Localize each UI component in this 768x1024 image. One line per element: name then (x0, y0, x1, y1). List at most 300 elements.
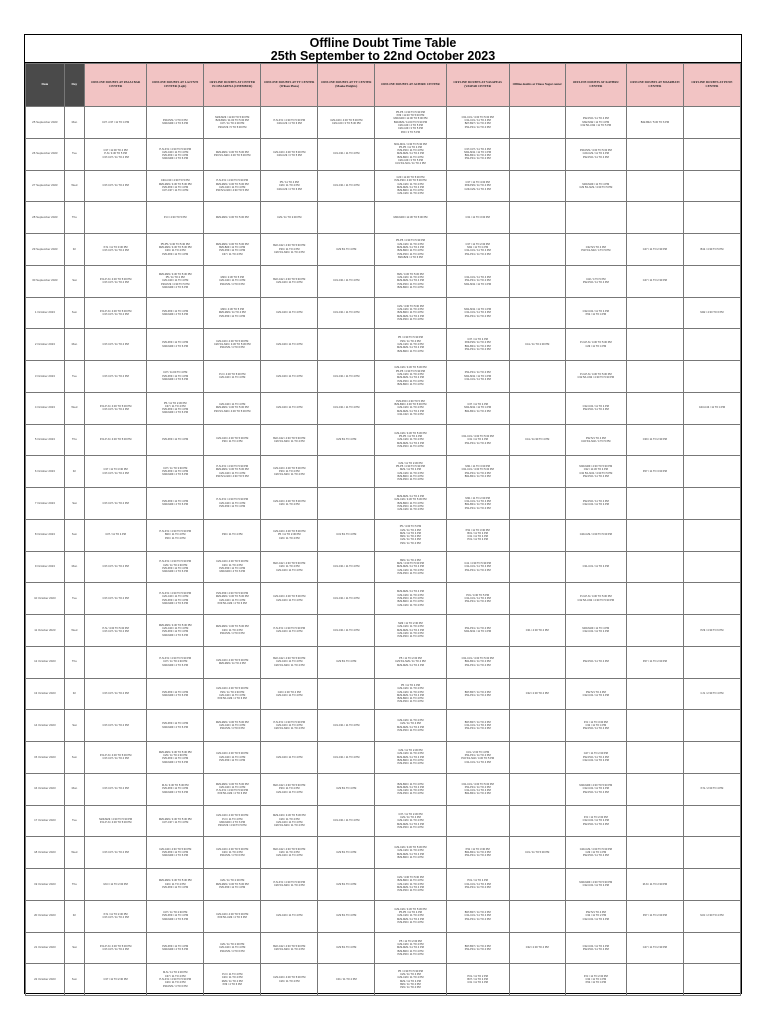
schedule-cell (509, 138, 565, 170)
schedule-entry: P31-P31 / 11 TO 4 PM (464, 568, 491, 572)
schedule-entry: M29-M29 / 11 TO 4 PM (397, 725, 424, 729)
schedule-entry: C32 / 11 TO 4 PM (585, 977, 607, 981)
schedule-entry: M31 / 11 TO 4 PM (467, 246, 489, 250)
schedule-entry: B29-B29 / 11 TO 4 PM (397, 879, 424, 883)
center-column-header: OFFLINE DOUBTS AT KATHRU CENTER (565, 64, 626, 107)
schedule-entry: P29-P29 / 11 TO 4 PM (162, 914, 189, 918)
schedule-cell (375, 456, 446, 488)
schedule-entry: C29 5/1-N29 / 11 TO 4 PM (273, 947, 305, 951)
schedule-entry: P5-P5 / 11 TO 4 PM (398, 145, 422, 149)
schedule-entry: P-N-P-N / 4:30 TO 5:30 PM (159, 657, 192, 661)
schedule-entry: M31-M31 / 11 TO 4 PM (464, 406, 492, 410)
schedule-entry: C37-C37 / 11 TO 4 PM (102, 501, 129, 505)
schedule-entry: C29-C29 / 11 TO 4 PM (397, 603, 424, 607)
schedule-entry: C29-C29 / 11 TO 4 PM (219, 598, 246, 602)
schedule-cell (318, 583, 375, 615)
schedule-entry: M29-M29 / 11 TO 4 PM (397, 693, 424, 697)
schedule-cell (683, 392, 740, 424)
schedule-entry: C29-C29 / 4:30 TO 5:30 PM (216, 687, 249, 691)
schedule-entry: C29 5/1-N29 / 11 TO 4 PM (273, 251, 305, 255)
schedule-entry: P29-P29 / 4 TO 6 PM (219, 282, 245, 286)
schedule-entry: C29 5/1-N29 / 11 TO 4 PM (273, 439, 305, 443)
schedule-entry: P29-P29 / 11 TO 4 PM (397, 505, 424, 509)
schedule-entry: M29-M29 / 11:00 TO 5:30 PM (215, 115, 250, 119)
schedule-entry: C47 / 11 TO 2:30 PM (642, 247, 667, 251)
schedule-entry: B37-B37 / 11 TO 4 PM (464, 944, 491, 948)
schedule-entry: P29-P29 / 4 TO 6 PM (162, 984, 188, 988)
schedule-entry: P29-P29 / 4:30 TO 5 PM (218, 824, 247, 828)
schedule-entry: P5 / 4:30 TO 5:30 PM (397, 969, 423, 973)
schedule-entry: P29-P29 / 11 TO 4 PM (162, 886, 189, 890)
table-row (26, 329, 741, 361)
schedule-cell (85, 900, 147, 932)
schedule-entry: B29-B29 / 11 TO 4 PM (397, 311, 424, 315)
schedule-cell (147, 773, 204, 805)
schedule-entry: C29 / 11 TO 4 PM (278, 536, 300, 540)
schedule-entry: C37 / 11 TO 2:30 PM (465, 242, 490, 246)
schedule-cell (261, 265, 318, 297)
schedule-cell (683, 742, 740, 774)
schedule-entry: C37 / 11 TO 4 PM (467, 338, 488, 342)
schedule-entry: P5 / 11 TO 2:30 PM (399, 657, 422, 661)
schedule-cell (204, 646, 261, 678)
table-row (26, 710, 741, 742)
schedule-cell (204, 932, 261, 964)
schedule-entry: P29 5/1-N29 / 4 TO 6 PM (217, 697, 247, 701)
schedule-entry: P32 5/1-N32 / 4 TO 5 PM (581, 249, 611, 253)
schedule-entry: C29 / 4:30 TO 5:30 PM (397, 304, 424, 308)
schedule-entry: P-N / 11 TO 2:30 PM (583, 815, 608, 819)
schedule-entry: P5-P5 / 4:30 TO 5:30 PM (395, 369, 425, 373)
day-cell: Sun (64, 519, 84, 551)
schedule-cell (261, 424, 318, 456)
schedule-entry: C32 / 11:30 TO 4 PM (583, 468, 608, 472)
schedule-entry: P29-P29 / 11 TO 4 PM (397, 252, 424, 256)
table-row (26, 615, 741, 647)
schedule-entry: P5 / 11 TO 2:30 PM (399, 939, 422, 943)
schedule-cell (626, 202, 683, 234)
schedule-cell (147, 932, 204, 964)
schedule-cell (565, 837, 626, 869)
schedule-cell (375, 107, 446, 139)
schedule-entry: B22-C22 / 4:30 TO 5:30 PM (273, 244, 306, 248)
schedule-entry: C29-C29 / 4:30 TO 5:30 PM (216, 436, 249, 440)
schedule-cell (147, 107, 204, 139)
schedule-cell (318, 202, 375, 234)
schedule-entry: C29 / 11 TO 4 PM (400, 815, 421, 819)
center-column-header: OFFLINE DOUBTS AT VASAPEAS (VASPAD CENTER (446, 64, 509, 107)
day-cell: Wed (64, 392, 84, 424)
schedule-entry: C29-C29 / 11 TO 4 PM (276, 630, 303, 634)
table-row (26, 297, 741, 329)
schedule-entry: P-N / 11 TO 3:30 PM (103, 246, 128, 250)
day-cell: Sat (64, 932, 84, 964)
day-cell: Tue (64, 805, 84, 837)
schedule-cell (85, 551, 147, 583)
schedule-cell (261, 583, 318, 615)
schedule-entry: C29-C29 / 11 TO 4 PM (397, 593, 424, 597)
page-title (25, 35, 741, 63)
schedule-entry: P31-P31 / 11 TO 4 PM (464, 252, 491, 256)
schedule-entry: C29-C29 / 11 TO 4 PM (397, 914, 424, 918)
schedule-cell (509, 297, 565, 329)
schedule-entry: C29-C29 / 11 TO 4 PM (464, 187, 491, 191)
schedule-entry: C29-C29 / 11 TO 4 PM (397, 342, 424, 346)
schedule-cell (446, 519, 509, 551)
schedule-cell (626, 805, 683, 837)
schedule-entry: B22-C22 / 4:30 TO 5:30 PM (273, 561, 306, 565)
schedule-entry: P32-P32 / 11 TO 4 PM (582, 822, 609, 826)
schedule-cell (204, 805, 261, 837)
schedule-entry: P29 / 11:00 TO 5:00 PM (396, 114, 425, 118)
schedule-entry: C32 5/1-N32 / 4:30 TO 5 PM (579, 471, 613, 475)
schedule-cell (375, 932, 446, 964)
schedule-entry: P29-P29 / 11 TO 4 PM (397, 635, 424, 639)
schedule-cell (261, 742, 318, 774)
schedule-entry: P-N-P-N / 4:30 TO 5:30 PM (273, 627, 306, 631)
schedule-cell (85, 964, 147, 996)
schedule-cell (375, 646, 446, 678)
schedule-entry: C37 / 11 TO 2:30 PM (163, 911, 188, 915)
schedule-entry: P31-P31 / 11 TO 4 PM (464, 886, 491, 890)
schedule-entry: M29-M29 / 4:30 TO 5:30 PM (579, 784, 613, 788)
schedule-entry: M29-M29 / 4 TO 6 PM (162, 790, 188, 794)
date-cell: 14 October 2023 (26, 710, 65, 742)
schedule-entry: P32-P32 / 11 TO 4 PM (582, 117, 609, 121)
schedule-entry: C31-C31 / 4:30 TO 5:30 PM (461, 782, 494, 786)
schedule-entry: C29 / 11 TO 2:30 PM (163, 754, 188, 758)
schedule-cell (509, 615, 565, 647)
table-row (26, 424, 741, 456)
schedule-entry: C29-C29 / 11 TO 4 PM (219, 785, 246, 789)
schedule-entry: P29-P29 / 11 TO 4 PM (162, 850, 189, 854)
schedule-entry: C37-C37 / 11 TO 4 PM (102, 155, 129, 159)
schedule-entry: P32 5/1 TO 4 PM (585, 436, 606, 440)
schedule-cell (85, 742, 147, 774)
schedule-cell (85, 805, 147, 837)
schedule-cell (318, 646, 375, 678)
schedule-cell (85, 107, 147, 139)
schedule-cell (683, 424, 740, 456)
schedule-cell (565, 202, 626, 234)
date-cell: 4 October 2023 (26, 392, 65, 424)
schedule-entry: C29-C29 / 11 TO 4 PM (219, 501, 246, 505)
schedule-entry: C31-C31 / 11 TO 4 PM (333, 311, 360, 315)
schedule-entry: P29 5/1-N29 / 4 TO 6 PM (217, 792, 247, 796)
schedule-cell (318, 869, 375, 901)
schedule-cell (375, 234, 446, 266)
schedule-entry: C31-C31 / 4:30 TO 5:30 PM (461, 657, 494, 661)
schedule-cell (509, 488, 565, 520)
schedule-entry: M29-C29 / 4:30 TO 5:30 PM (273, 814, 306, 818)
schedule-entry: C32-C32 / 11 TO 4 PM (582, 884, 609, 888)
schedule-cell (626, 329, 683, 361)
date-column-header: Date (26, 64, 65, 107)
schedule-entry: C31-C31 / 4:30 TO 5:30 PM (461, 468, 494, 472)
schedule-entry: P5 / 11 TO 2:30 PM (277, 533, 301, 537)
date-cell: 28 September 2023 (26, 202, 65, 234)
schedule-cell (509, 392, 565, 424)
schedule-entry: C29-C29 / 11 TO 4 PM (276, 693, 303, 697)
schedule-entry: M29-M29 / 4 TO 6 PM (162, 760, 188, 764)
schedule-entry: P29 5/1-N29 / 4:30 TO 5:30 PM (214, 154, 251, 158)
schedule-cell (683, 932, 740, 964)
schedule-entry: P29-P29 / 11 TO 4 PM (162, 374, 189, 378)
schedule-entry: P-N-P-N / 4:30 TO 5:30 PM (216, 465, 249, 469)
schedule-entry: C37-C37 / 11 TO 4 PM (102, 596, 129, 600)
schedule-entry: M29-M29 / 11 TO 4 PM (397, 185, 424, 189)
day-cell: Thu (64, 202, 84, 234)
schedule-entry: P-N / 4:30 TO 5 PM (163, 215, 187, 219)
schedule-entry: C29-C29 / 11 TO 4 PM (276, 755, 303, 759)
schedule-cell (85, 583, 147, 615)
schedule-entry: P-N / 4:30 TO 5:30 PM (102, 627, 129, 631)
schedule-cell (626, 932, 683, 964)
schedule-cell (261, 551, 318, 583)
schedule-entry: C37 / 11 TO 2:30 PM (398, 812, 423, 816)
timetable (25, 63, 741, 996)
schedule-cell (147, 964, 204, 996)
schedule-cell (626, 265, 683, 297)
schedule-entry: P31-P31 / 11 TO 4 PM (464, 663, 491, 667)
schedule-entry: C37-C37 / 11 TO 4 PM (102, 692, 129, 696)
schedule-cell (261, 932, 318, 964)
schedule-entry: B29-B29 / 11 TO 4 PM (397, 600, 424, 604)
schedule-cell (626, 519, 683, 551)
schedule-entry: C29-C29 / 11 TO 4 PM (276, 820, 303, 824)
schedule-entry: C29-C29 / 4 TO 5 PM (397, 124, 423, 128)
schedule-entry: C32-C32 / 11 TO 4 PM (582, 819, 609, 823)
schedule-cell (85, 392, 147, 424)
day-cell: Fri (64, 234, 84, 266)
schedule-entry: C31 5/1-N31 / 11 TO 4 PM (395, 162, 426, 166)
schedule-cell (318, 329, 375, 361)
schedule-cell (446, 234, 509, 266)
schedule-entry: C32 5/1-N32 / 4 TO 5 PM (581, 439, 611, 443)
schedule-cell (204, 773, 261, 805)
schedule-entry: M-N / 11 TO 2:30 PM (642, 882, 668, 886)
schedule-entry: M29-M29 / 4:30 TO 5:30 PM (158, 750, 192, 754)
schedule-entry: C32-C32 / 11 TO 4 PM (582, 309, 609, 313)
schedule-cell (565, 297, 626, 329)
schedule-entry: M29 / 11 TO 4 PM (400, 979, 421, 983)
schedule-entry: C29-C29 / 11 TO 4 PM (397, 568, 424, 572)
schedule-entry: P5-P5 / 4:30 TO 5:30 PM (395, 110, 425, 114)
schedule-entry: M29-M29 / 4 TO 6 PM (162, 312, 188, 316)
schedule-entry: P32-P32 / 11 TO 4 PM (582, 727, 609, 731)
schedule-cell (261, 488, 318, 520)
schedule-entry: C37-C37 / 11 TO 4 PM (102, 757, 129, 761)
day-cell: Sun (64, 742, 84, 774)
schedule-entry: C29 / 11 TO 4 PM (278, 565, 300, 569)
schedule-entry: C29-C29 / 4:30 TO 5:30 PM (579, 847, 612, 851)
schedule-entry: C29-C29 / 4:30 TO 5:30 PM (216, 658, 249, 662)
schedule-entry: C37-C37 / 11 TO 4 PM (102, 408, 129, 412)
schedule-entry: P29-P29 / 4 TO 6 PM (219, 632, 245, 636)
date-cell: 1 October 2023 (26, 297, 65, 329)
schedule-entry: P-N / 2:30 TO 4 PM (700, 787, 724, 791)
schedule-entry: C37 / 11 TO 4 PM (164, 974, 186, 978)
table-row (26, 583, 741, 615)
schedule-cell (375, 551, 446, 583)
schedule-cell (204, 678, 261, 710)
table-row (26, 392, 741, 424)
schedule-cell (446, 265, 509, 297)
schedule-entry: P29 / 11 TO 4 PM (279, 469, 300, 473)
schedule-entry: C29-C29 / 11 TO 4 PM (219, 946, 246, 950)
schedule-cell (147, 297, 204, 329)
schedule-cell (318, 138, 375, 170)
table-row (26, 519, 741, 551)
schedule-cell (446, 615, 509, 647)
schedule-entry: C41 / 4:30 TO 5:30 PM (464, 561, 491, 565)
schedule-entry: C29 / 11:30 TO 5:30 PM (396, 175, 425, 179)
day-column-header: Day (64, 64, 84, 107)
schedule-cell (261, 519, 318, 551)
schedule-entry: P29-P29 / 11 TO 4 PM (397, 921, 424, 925)
schedule-entry: B29-B29 / 11 TO 4 PM (397, 286, 424, 290)
schedule-entry: C47 / 11 TO 2:30 PM (642, 946, 667, 950)
schedule-cell (509, 551, 565, 583)
schedule-cell (147, 392, 204, 424)
schedule-entry: P31-P31 / 11 TO 4 PM (464, 947, 491, 951)
schedule-entry: C31-C31 / 11 TO 4 PM (333, 374, 360, 378)
schedule-entry: C29 / 11 TO 4 PM (400, 538, 421, 542)
schedule-cell (204, 361, 261, 393)
table-row (26, 170, 741, 202)
schedule-entry: C29 / 11 TO 4 PM (400, 528, 421, 532)
schedule-entry: B29 / 11 TO 4 PM (164, 533, 186, 537)
schedule-entry: B22-C22 / 4:30 TO 5:30 PM (273, 657, 306, 661)
schedule-entry: B29-B29 / 4:30 TO 5:30 PM (394, 403, 427, 407)
schedule-cell (261, 329, 318, 361)
schedule-entry: C29-C29 / 4:30 TO 5:30 PM (216, 814, 249, 818)
schedule-entry: P31-P31 / 11 TO 4 PM (464, 854, 491, 858)
schedule-cell (446, 710, 509, 742)
schedule-entry: C29-C29 / 11 TO 4 PM (397, 849, 424, 853)
schedule-cell (509, 932, 565, 964)
schedule-entry: C32 / 11 TO 4 PM (585, 723, 607, 727)
schedule-entry: B29 / 11 TO 4 PM (400, 558, 421, 562)
date-cell: 11 October 2023 (26, 615, 65, 647)
schedule-entry: B22-C22 / 4:30 TO 5:30 PM (273, 847, 306, 851)
schedule-entry: M29-M29 / 4:30 TO 5:30 PM (158, 879, 192, 883)
schedule-entry: C29 / 11 TO 4 PM (164, 882, 186, 886)
schedule-cell (626, 551, 683, 583)
schedule-entry: C31 / 11 TO 4 PM (467, 438, 488, 442)
schedule-entry: M29-M29 / 4:30 TO 5:30 PM (215, 150, 249, 154)
schedule-entry: C37 / 11 TO 4 PM (164, 404, 186, 408)
schedule-entry: C29 5/1 TO 4 PM (336, 787, 357, 791)
schedule-cell (565, 329, 626, 361)
schedule-cell (683, 456, 740, 488)
schedule-entry: P5 / 11 TO 2:30 PM (163, 401, 187, 405)
schedule-entry: P29-P29 / 11 TO 4 PM (464, 341, 491, 345)
schedule-cell (261, 773, 318, 805)
schedule-cell (261, 964, 318, 996)
table-row (26, 900, 741, 932)
schedule-cell (446, 488, 509, 520)
schedule-entry: M31-M31 / 11 TO 4 PM (464, 150, 492, 154)
schedule-entry: P29-P29 / 11 TO 4 PM (397, 478, 424, 482)
schedule-entry: M29-M29 / 4:30 TO 5:30 PM (99, 817, 133, 821)
schedule-entry: M29-M29 / 4:30 TO 5:30 PM (215, 882, 249, 886)
schedule-cell (565, 424, 626, 456)
schedule-entry: P-N / 4:30 TO 5:30 PM (219, 373, 246, 377)
schedule-entry: B27-B27 / 11 TO 4 PM (464, 122, 491, 126)
schedule-entry: C29-C29 / 4 TO 6 PM (276, 187, 302, 191)
schedule-entry: C37 / 11 TO 4 PM (105, 533, 126, 537)
schedule-cell (446, 773, 509, 805)
date-cell: 15 October 2023 (26, 742, 65, 774)
schedule-cell (626, 456, 683, 488)
schedule-entry: C29-C29 / 11 TO 4 PM (162, 595, 189, 599)
schedule-entry: C29-C29 / 11 TO 4 PM (397, 789, 424, 793)
schedule-entry: C29-C29 / 4:30 TO 5:30 PM (579, 533, 612, 537)
schedule-cell (446, 964, 509, 996)
schedule-entry: P32-P32 / 11 TO 4 PM (582, 281, 609, 285)
schedule-entry: M29 / 11 TO 2:30 PM (398, 622, 423, 626)
schedule-entry: P29-P29 / 11 TO 4 PM (219, 566, 246, 570)
schedule-entry: B31-B31 / 11 TO 4 PM (464, 792, 491, 796)
day-cell: Mon (64, 773, 84, 805)
schedule-entry: M29-M29 / 4 TO 6 PM (162, 503, 188, 507)
schedule-entry: M29-M29 / 11 TO 4 PM (582, 627, 610, 631)
schedule-cell (85, 234, 147, 266)
schedule-entry: P29 / 4:30 TO 6 PM (700, 628, 724, 632)
schedule-cell (85, 138, 147, 170)
schedule-entry: C29-C29 / 4:30 TO 5:30 PM (216, 752, 249, 756)
date-cell: 20 October 2023 (26, 900, 65, 932)
schedule-entry: C29 5/1 TO 4 PM (336, 850, 357, 854)
schedule-entry: P32-P32 / 11 TO 4 PM (582, 947, 609, 951)
schedule-entry: P47 / 11 TO 2:30 PM (642, 660, 667, 664)
schedule-entry: C29-C29 / 11 TO 4 PM (397, 719, 424, 723)
schedule-cell (204, 869, 261, 901)
schedule-entry: C29 / 11 TO 4 PM (585, 344, 607, 348)
schedule-entry: P29 5/1-N29 / 4:30 TO 5 PM (215, 189, 249, 193)
schedule-cell (683, 964, 740, 996)
schedule-cell (261, 646, 318, 678)
schedule-cell (509, 583, 565, 615)
schedule-cell (683, 710, 740, 742)
schedule-cell (85, 646, 147, 678)
day-cell: Fri (64, 456, 84, 488)
schedule-entry: P31 / 11 TO 3:30 PM (465, 528, 490, 532)
schedule-entry: C37 / 11 TO 2:30 PM (103, 977, 128, 981)
schedule-entry: C29-C29 / 4:30 TO 5:30 PM (273, 150, 306, 154)
schedule-entry: P5 / 4:30 TO 5:30 PM (397, 336, 423, 340)
schedule-cell (375, 297, 446, 329)
schedule-entry: C32 5/1-N32 / 11 TO 5 PM (580, 124, 612, 128)
schedule-entry: P29-P29 / 11 TO 4 PM (162, 722, 189, 726)
schedule-entry: P29-P29 / 11 TO 4 PM (162, 469, 189, 473)
schedule-entry: B29-B29 / 11 TO 4 PM (397, 697, 424, 701)
schedule-cell (147, 869, 204, 901)
schedule-entry: C29-C29 / 11 TO 4 PM (162, 150, 189, 154)
schedule-cell (683, 202, 740, 234)
schedule-entry: P-N / 4:30 TO 5 PM (104, 152, 127, 156)
schedule-entry: P5-P5 / 4:30 TO 5:30 PM (395, 465, 425, 469)
schedule-entry: P-N-P-N / 4:30 TO 5:30 PM (99, 754, 132, 758)
schedule-entry: P29 / 11 TO 4 PM (400, 986, 421, 990)
schedule-entry: M29-M29 / 11 TO 4 PM (397, 755, 424, 759)
schedule-entry: M29-M29 / 4:30 TO 5:30 PM (215, 782, 249, 786)
schedule-entry: M29-M29 / 11 TO 4 PM (397, 152, 424, 156)
schedule-entry: C32 / 4 TO 5 PM (586, 277, 606, 281)
schedule-entry: M29-M29 / 4 TO 6 PM (162, 725, 188, 729)
schedule-entry: C37 / 11:00 TO 4 PM (163, 371, 188, 375)
